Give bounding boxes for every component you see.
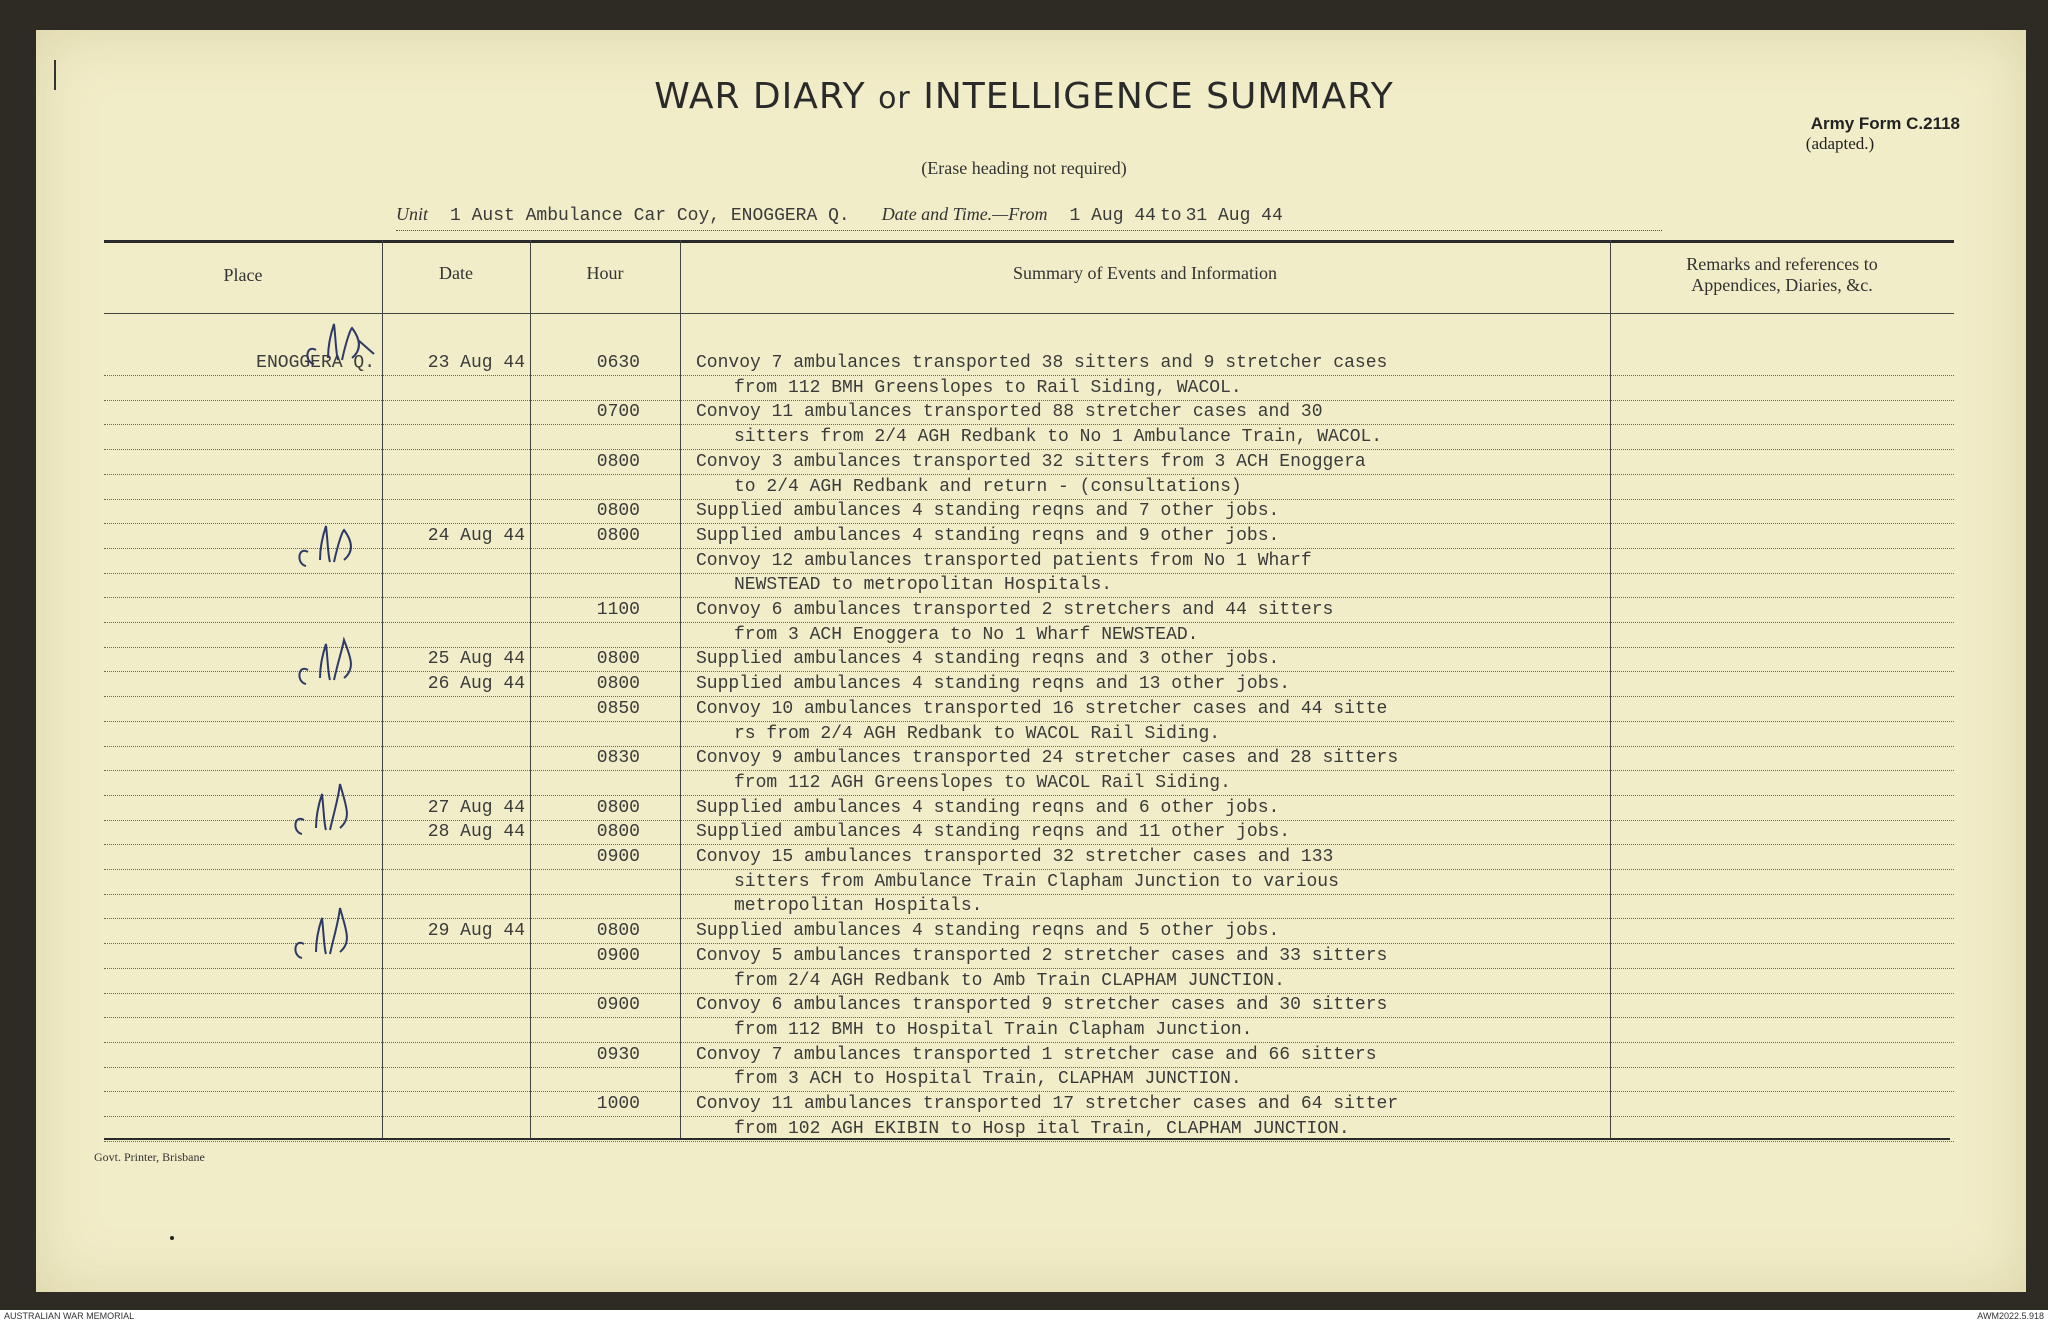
entry-summary-text: Convoy 3 ambulances transported 32 sitters from 3 ACH Enoggera bbox=[696, 451, 1366, 472]
ruled-dotted-line bbox=[104, 573, 1954, 574]
ruled-dotted-line bbox=[104, 449, 1954, 450]
entry-date: 25 Aug 44 bbox=[427, 649, 525, 670]
entry-summary-text: Supplied ambulances 4 standing reqns and 3 other jobs. bbox=[696, 649, 1280, 670]
ruled-dotted-line bbox=[104, 1141, 1954, 1142]
entry-hour: 0630 bbox=[596, 353, 640, 373]
entry-summary-text: Convoy 12 ambulances transported patients from No 1 Wharf bbox=[696, 550, 1312, 571]
ruled-dotted-line bbox=[104, 1042, 1954, 1043]
entry-summary-text: NEWSTEAD to metropolitan Hospitals. bbox=[734, 575, 1113, 596]
entry-hour: 0930 bbox=[596, 1044, 640, 1065]
diary-entry-line bbox=[0, 872, 1610, 896]
entry-hour: 0900 bbox=[596, 945, 640, 966]
diary-entry-line bbox=[0, 477, 1610, 501]
entry-hour: 1000 bbox=[596, 1094, 640, 1114]
entry-hour: 0800 bbox=[596, 822, 640, 843]
entry-summary-text: Convoy 11 ambulances transported 88 stretcher cases and 30 bbox=[696, 402, 1323, 423]
page-subtitle: (Erase heading not required) bbox=[921, 158, 1127, 178]
diary-entry-line bbox=[0, 427, 1610, 451]
diary-entry-line bbox=[0, 1045, 1610, 1069]
initials-signature bbox=[286, 776, 376, 846]
diary-entry-line bbox=[0, 798, 1610, 822]
entry-date: 26 Aug 44 bbox=[427, 674, 525, 695]
entry-hour: 0800 bbox=[596, 525, 640, 546]
entry-summary-text: Convoy 5 ambulances transported 2 stretcher cases and 33 sitters bbox=[696, 945, 1388, 966]
entry-hour: 0900 bbox=[596, 995, 640, 1016]
ruled-dotted-line bbox=[104, 622, 1954, 623]
diary-entry-line bbox=[0, 1020, 1610, 1044]
entry-summary-text: Convoy 7 ambulances transported 1 stretcher case and 66 sitters bbox=[696, 1044, 1377, 1065]
column-header-remarks: Remarks and references to Appendices, Diaries, &c. bbox=[1686, 254, 1878, 295]
ruled-dotted-line bbox=[104, 548, 1954, 549]
entry-date: 29 Aug 44 bbox=[427, 921, 525, 942]
entry-summary-text: from 102 AGH EKIBIN to Hosp ital Train, CLAPHAM JUNCTION. bbox=[734, 1118, 1350, 1139]
ruled-dotted-line bbox=[104, 820, 1954, 821]
entry-hour: 0850 bbox=[596, 698, 640, 719]
entry-summary-text: Supplied ambulances 4 standing reqns and 6 other jobs. bbox=[696, 797, 1280, 818]
entry-summary-text: metropolitan Hospitals. bbox=[734, 896, 983, 917]
unit-label: Unit bbox=[396, 204, 429, 224]
diary-entry-line bbox=[0, 625, 1610, 649]
entry-hour: 0800 bbox=[596, 501, 640, 522]
archive-caption-right: AWM2022.5.918 bbox=[1977, 1311, 2044, 1321]
ruled-dotted-line bbox=[104, 770, 1954, 771]
diary-entry-line bbox=[0, 773, 1610, 797]
ruled-dotted-line bbox=[104, 1091, 1954, 1092]
unit-line bbox=[396, 204, 1662, 231]
ruled-dotted-line bbox=[104, 474, 1954, 475]
column-header-date: Date bbox=[439, 263, 473, 283]
paper-mark bbox=[170, 1236, 174, 1240]
ruled-dotted-line bbox=[104, 671, 1954, 672]
diary-entry-line bbox=[0, 724, 1610, 748]
diary-entry-line bbox=[0, 402, 1610, 426]
entry-summary-text: Convoy 6 ambulances transported 2 stretchers and 44 sitters bbox=[696, 600, 1334, 620]
diary-entry-line bbox=[0, 1094, 1610, 1118]
diary-entry-line bbox=[0, 946, 1610, 970]
diary-entry-line bbox=[0, 674, 1610, 698]
ruled-dotted-line bbox=[104, 696, 1954, 697]
ruled-dotted-line bbox=[104, 943, 1954, 944]
ruled-dotted-line bbox=[104, 523, 1954, 524]
diary-entry-line bbox=[0, 921, 1610, 945]
ruled-dotted-line bbox=[104, 918, 1954, 919]
entry-summary-text: from 112 BMH Greenslopes to Rail Siding, WACOL. bbox=[734, 377, 1242, 398]
diary-entry-line bbox=[0, 971, 1610, 995]
entry-hour: 0830 bbox=[596, 748, 640, 769]
date-label: Date and Time.—From bbox=[881, 204, 1048, 224]
diary-entry-line bbox=[0, 353, 1610, 377]
diary-entry-line bbox=[0, 452, 1610, 476]
ruled-dotted-line bbox=[104, 1116, 1954, 1117]
diary-entry-line bbox=[0, 575, 1610, 599]
entry-summary-text: Supplied ambulances 4 standing reqns and 9 other jobs. bbox=[696, 525, 1280, 546]
ruled-dotted-line bbox=[104, 1017, 1954, 1018]
entry-summary-text: sitters from Ambulance Train Clapham Junction to various bbox=[734, 871, 1339, 892]
initials-signature bbox=[286, 900, 376, 970]
ruled-dotted-line bbox=[104, 499, 1954, 500]
diary-entry-line bbox=[0, 649, 1610, 673]
entry-summary-text: Supplied ambulances 4 standing reqns and 11 other jobs. bbox=[696, 822, 1291, 843]
column-header-place: Place bbox=[223, 265, 263, 285]
entry-summary-text: Convoy 11 ambulances transported 17 stretcher cases and 64 sitter bbox=[696, 1094, 1399, 1114]
ruled-dotted-line bbox=[104, 795, 1954, 796]
entry-summary-text: Convoy 6 ambulances transported 9 stretcher cases and 30 sitters bbox=[696, 995, 1388, 1016]
date-from: 1 Aug 44 bbox=[1069, 206, 1156, 226]
unit-value: 1 Aust Ambulance Car Coy, ENOGGERA Q. bbox=[450, 206, 850, 226]
diary-entry-line bbox=[0, 600, 1610, 624]
diary-entry-line bbox=[0, 995, 1610, 1019]
entry-summary-text: Convoy 15 ambulances transported 32 stretcher cases and 133 bbox=[696, 847, 1334, 867]
diary-entry-line bbox=[0, 822, 1610, 846]
entry-hour: 0800 bbox=[596, 451, 640, 472]
ruled-dotted-line bbox=[104, 721, 1954, 722]
initials-signature bbox=[290, 512, 380, 582]
diary-entry-line bbox=[0, 551, 1610, 575]
entry-summary-text: from 3 ACH to Hospital Train, CLAPHAM JUNCTION. bbox=[734, 1069, 1242, 1090]
entry-summary-text: from 112 AGH Greenslopes to WACOL Rail Siding. bbox=[734, 772, 1231, 793]
printer-imprint: Govt. Printer, Brisbane bbox=[94, 1150, 205, 1164]
date-to: 31 Aug 44 bbox=[1185, 206, 1283, 226]
entry-summary-text: sitters from 2/4 AGH Redbank to No 1 Ambulance Train, WACOL. bbox=[734, 427, 1383, 448]
diary-entry-line bbox=[0, 378, 1610, 402]
initials-signature bbox=[290, 628, 380, 698]
ruled-dotted-line bbox=[104, 424, 1954, 425]
entry-summary-text: Supplied ambulances 4 standing reqns and 7 other jobs. bbox=[696, 501, 1280, 522]
entry-summary-text: from 3 ACH Enoggera to No 1 Wharf NEWSTEAD. bbox=[734, 624, 1199, 645]
date-to-label: to bbox=[1159, 206, 1182, 226]
diary-entry-line bbox=[0, 748, 1610, 772]
diary-entry-line bbox=[0, 699, 1610, 723]
entry-summary-text: to 2/4 AGH Redbank and return - (consultations) bbox=[734, 476, 1242, 497]
entry-summary-text: Supplied ambulances 4 standing reqns and 13 other jobs. bbox=[696, 674, 1291, 695]
ruled-dotted-line bbox=[104, 746, 1954, 747]
entry-date: 23 Aug 44 bbox=[427, 353, 525, 373]
diary-entry-line bbox=[0, 1119, 1610, 1143]
diary-entry-line bbox=[0, 896, 1610, 920]
entry-hour: 0800 bbox=[596, 921, 640, 942]
entry-summary-text: Convoy 10 ambulances transported 16 stretcher cases and 44 sitte bbox=[696, 698, 1388, 719]
entry-hour: 0900 bbox=[596, 847, 640, 867]
entry-hour: 1100 bbox=[596, 600, 640, 620]
entry-place: ENOGGERA Q. bbox=[256, 353, 375, 373]
entry-summary-text: Convoy 9 ambulances transported 24 stretcher cases and 28 sitters bbox=[696, 748, 1399, 769]
entry-summary-text: Convoy 7 ambulances transported 38 sitters and 9 stretcher cases bbox=[696, 353, 1388, 373]
ruled-dotted-line bbox=[104, 993, 1954, 994]
ruled-dotted-line bbox=[104, 968, 1954, 969]
column-header-summary: Summary of Events and Information bbox=[1013, 263, 1277, 283]
entry-hour: 0800 bbox=[596, 674, 640, 695]
diary-entry-line bbox=[0, 526, 1610, 550]
entry-date: 28 Aug 44 bbox=[427, 822, 525, 843]
page-title: WAR DIARY or INTELLIGENCE SUMMARY bbox=[654, 76, 1394, 117]
entry-summary-text: Supplied ambulances 4 standing reqns and 5 other jobs. bbox=[696, 921, 1280, 942]
ruled-dotted-line bbox=[104, 869, 1954, 870]
ruled-dotted-line bbox=[104, 894, 1954, 895]
diary-entry-line bbox=[0, 1069, 1610, 1093]
entry-hour: 0800 bbox=[596, 797, 640, 818]
diary-entry-line bbox=[0, 847, 1610, 871]
entry-summary-text: from 112 BMH to Hospital Train Clapham Junction. bbox=[734, 1019, 1253, 1040]
form-adapted: (adapted.) bbox=[1805, 134, 1875, 153]
archive-caption-left: AUSTRALIAN WAR MEMORIAL bbox=[4, 1311, 135, 1321]
ruled-dotted-line bbox=[104, 647, 1954, 648]
entry-hour: 0700 bbox=[596, 402, 640, 423]
diary-entry-line bbox=[0, 501, 1610, 525]
column-header-hour: Hour bbox=[586, 263, 624, 283]
entry-summary-text: rs from 2/4 AGH Redbank to WACOL Rail Siding. bbox=[734, 723, 1221, 744]
form-number: Army Form C.2118 bbox=[1810, 114, 1960, 133]
entry-summary-text: from 2/4 AGH Redbank to Amb Train CLAPHAM JUNCTION. bbox=[734, 970, 1285, 991]
ruled-dotted-line bbox=[104, 844, 1954, 845]
archive-caption-bar bbox=[0, 1310, 2048, 1322]
entry-hour: 0800 bbox=[596, 649, 640, 670]
ruled-dotted-line bbox=[104, 400, 1954, 401]
ruled-dotted-line bbox=[104, 597, 1954, 598]
entry-date: 24 Aug 44 bbox=[427, 525, 525, 546]
ruled-dotted-line bbox=[104, 1067, 1954, 1068]
entry-date: 27 Aug 44 bbox=[427, 797, 525, 818]
initials-signature bbox=[298, 312, 388, 382]
